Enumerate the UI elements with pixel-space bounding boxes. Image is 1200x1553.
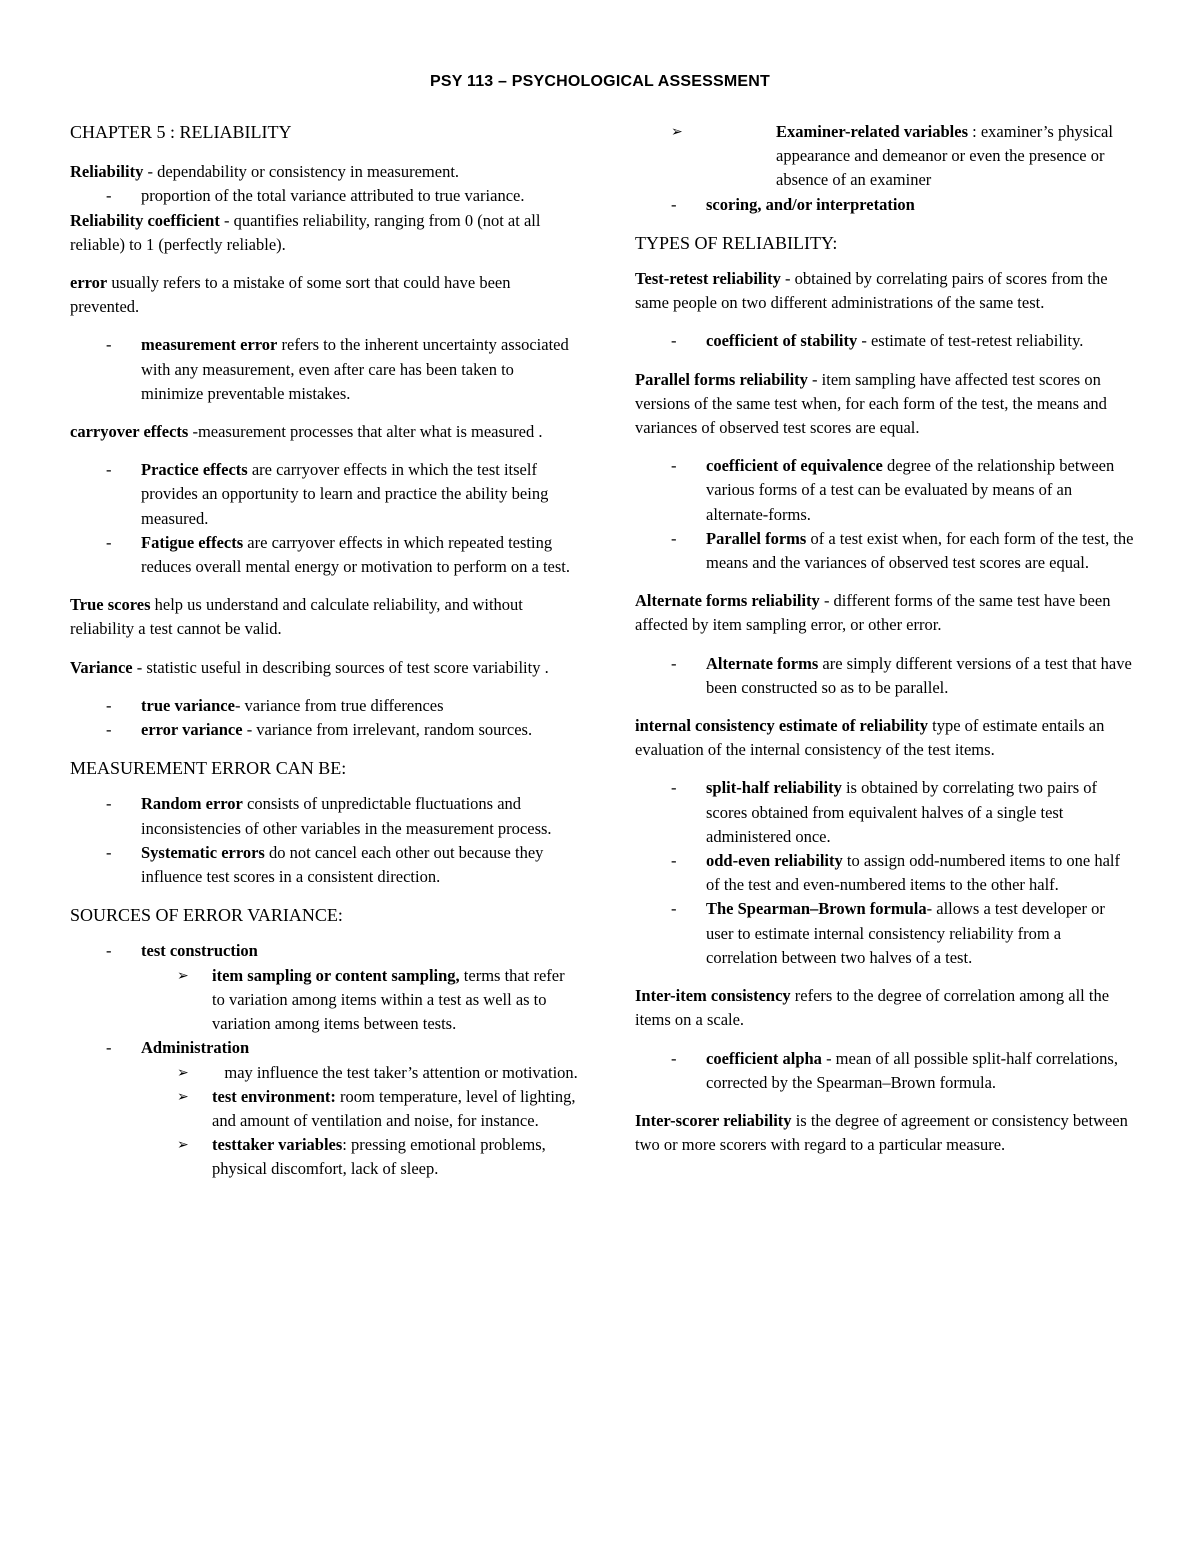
term: Reliability [70, 162, 144, 182]
term: internal consistency estimate of reliability [635, 716, 928, 736]
measurement-error-list [70, 792, 580, 889]
term: True scores [70, 595, 151, 615]
definition: refers to the inherent uncertainty associated with any measurement, even after care has been taken to minimize preventable mistakes. [141, 335, 569, 403]
term: odd-even reliability [706, 851, 843, 871]
term: Parallel forms [706, 528, 807, 548]
list-item [635, 527, 1135, 575]
carryover-definition [70, 420, 580, 444]
definition: - variance from irrelevant, random sources. [242, 720, 533, 740]
sub-list-item [141, 964, 580, 1037]
term: coefficient of stability [706, 331, 858, 351]
term: Inter-item consistency [635, 986, 791, 1006]
inter-item-definition [635, 984, 1135, 1032]
definition: do not cancel each other out because they influence test scores in a consistent direction. [141, 842, 544, 887]
continued-sources-list [635, 120, 1135, 193]
sub-list [141, 964, 580, 1037]
variance-definition [70, 656, 580, 680]
measurement-error-heading: MEASUREMENT ERROR CAN BE: [70, 758, 347, 779]
definition: of a test exist when, for each form of the test, the means and the variances of observed test scores are equal. [706, 528, 1134, 573]
sub-list [141, 1061, 580, 1182]
definition: -measurement processes that alter what is measured . [188, 422, 543, 442]
definition: type of estimate entails an evaluation of the internal consistency of the test items. [635, 716, 1105, 760]
term: test construction [141, 941, 258, 961]
internal-consistency-definition [635, 714, 1135, 762]
term: The Spearman–Brown formula [706, 899, 927, 919]
error-definition [70, 271, 580, 319]
term: Alternate forms reliability [635, 591, 820, 611]
sub-list-item [141, 1085, 580, 1133]
term: split-half reliability [706, 778, 842, 798]
term: Examiner-related variables [776, 122, 969, 141]
definition: are simply different versions of a test that have been constructed so as to be parallel. [706, 653, 1132, 697]
definition: : pressing emotional problems, physical discomfort, lack of sleep. [212, 1135, 546, 1179]
variance-list [70, 694, 580, 742]
internal-consistency-list [635, 776, 1135, 970]
definition: - statistic useful in describing sources of test score variability . [132, 657, 549, 677]
alternate-forms-definition [635, 589, 1135, 637]
list-item [635, 776, 1135, 849]
term: scoring, and/or interpretation [706, 194, 915, 214]
definition: - quantifies reliability, ranging from 0 (not at all reliable) to 1 (perfectly reliable). [70, 210, 541, 254]
definition: usually refers to a mistake of some sort that could have been prevented. [70, 273, 511, 317]
term: Systematic errors [141, 842, 265, 862]
list-item [635, 329, 1135, 353]
term: testtaker variables [212, 1135, 343, 1155]
definition: - dependability or consistency in measurement. [143, 162, 460, 182]
definition: refers to the degree of correlation among all the items on a scale. [635, 986, 1110, 1030]
definition: - variance from true differences [234, 695, 444, 715]
definition: room temperature, level of lighting, and amount of ventilation and noise, for instance. [212, 1086, 576, 1130]
inter-item-list [635, 1047, 1135, 1095]
term: error [70, 273, 108, 293]
term: Random error [141, 794, 243, 814]
definition: help us understand and calculate reliability, and without reliability a test cannot be valid. [70, 595, 523, 639]
term: Administration [141, 1038, 250, 1058]
page-header-title: PSY 113 – PSYCHOLOGICAL ASSESSMENT [430, 73, 770, 90]
definition: - different forms of the same test have been affected by item sampling error, or other error. [635, 591, 1111, 635]
alternate-forms-list [635, 652, 1135, 700]
test-retest-definition [635, 267, 1135, 315]
list-item [635, 652, 1135, 700]
definition: are carryover effects in which the test itself provides an opportunity to learn and practice the ability being measured. [141, 460, 549, 528]
term: coefficient alpha [706, 1048, 822, 1068]
list-item [70, 939, 580, 1036]
term: error variance [141, 720, 243, 740]
term: coefficient of equivalence [706, 456, 883, 476]
definition: is obtained by correlating two pairs of scores obtained from equivalent halves of a single test administered once. [706, 778, 1098, 846]
list-item: - proportion of the total variance attributed to true variance. [70, 184, 580, 208]
term: test environment: [212, 1086, 336, 1106]
parallel-forms-definition [635, 368, 1135, 441]
sub-list-item [141, 1133, 580, 1181]
term: measurement error [141, 335, 278, 355]
list-item [635, 193, 1135, 217]
list-item [635, 454, 1135, 527]
term: carryover effects [70, 422, 189, 442]
term: true variance [141, 695, 235, 715]
definition: - mean of all possible split-half correlations, corrected by the Spearman–Brown formula. [706, 1048, 1118, 1092]
reliability-definition [70, 160, 580, 184]
inter-scorer-definition [635, 1109, 1135, 1157]
definition: - estimate of test-retest reliability. [857, 331, 1084, 351]
error-list [70, 333, 580, 406]
definition: terms that refer to variation among items within a test as well as to variation among items between tests. [212, 965, 565, 1034]
list-item [70, 694, 580, 718]
carryover-list [70, 458, 580, 579]
list-item [70, 333, 580, 406]
definition: : examiner’s physical appearance and demeanor or even the presence or absence of an examiner [776, 122, 1113, 190]
reliability-list [70, 184, 580, 208]
list-item [70, 718, 580, 742]
scoring-list [635, 193, 1135, 217]
term: Alternate forms [706, 653, 819, 673]
list-item [635, 897, 1135, 970]
term: Practice effects [141, 460, 248, 480]
sub-list-item: ➢ may influence the test taker’s attention or motivation. [141, 1061, 580, 1085]
definition: consists of unpredictable fluctuations and inconsistencies of other variables in the measurement process. [141, 794, 552, 838]
definition: are carryover effects in which repeated testing reduces overall mental energy or motivation to perform on a test. [141, 532, 571, 577]
test-retest-list [635, 329, 1135, 353]
sources-heading: SOURCES OF ERROR VARIANCE: [70, 905, 343, 926]
left-column [70, 120, 580, 1182]
types-heading: TYPES OF RELIABILITY: [635, 232, 838, 253]
reliability-coefficient-definition [70, 209, 580, 257]
term: Variance [70, 657, 133, 677]
term: Inter-scorer reliability [635, 1110, 792, 1130]
term: Fatigue effects [141, 532, 244, 552]
definition: - allows a test developer or user to estimate internal consistency reliability from a correlation between two halves of a test. [706, 899, 1105, 967]
right-column [635, 120, 1135, 1171]
parallel-forms-list [635, 454, 1135, 575]
term: Parallel forms reliability [635, 369, 808, 389]
list-item [70, 458, 580, 531]
definition: - item sampling have affected test scores on versions of the same test when, for each form of the test, the means and variances of observed test scores are equal. [635, 369, 1107, 438]
true-scores-definition [70, 593, 580, 641]
term: item sampling or content sampling, [212, 965, 460, 985]
list-item [70, 1036, 580, 1181]
list-item [70, 531, 580, 579]
chapter-title: CHAPTER 5 : RELIABILITY [70, 122, 292, 142]
term: Reliability coefficient [70, 210, 220, 230]
definition: - obtained by correlating pairs of scores from the same people on two different administrations of the same test. [635, 269, 1108, 313]
list-item [635, 849, 1135, 897]
list-item [635, 1047, 1135, 1095]
sources-list [70, 939, 580, 1181]
definition: is the degree of agreement or consistency between two or more scorers with regard to a particular measure. [635, 1110, 1128, 1155]
definition: degree of the relationship between various forms of a test can be evaluated by means of an alternate-forms. [706, 456, 1115, 524]
list-item [70, 792, 580, 840]
definition: to assign odd-numbered items to one half of the test and even-numbered items to the other half. [706, 851, 1120, 895]
term: Test-retest reliability [635, 269, 781, 289]
sub-list-item [635, 120, 1135, 193]
list-item [70, 841, 580, 889]
